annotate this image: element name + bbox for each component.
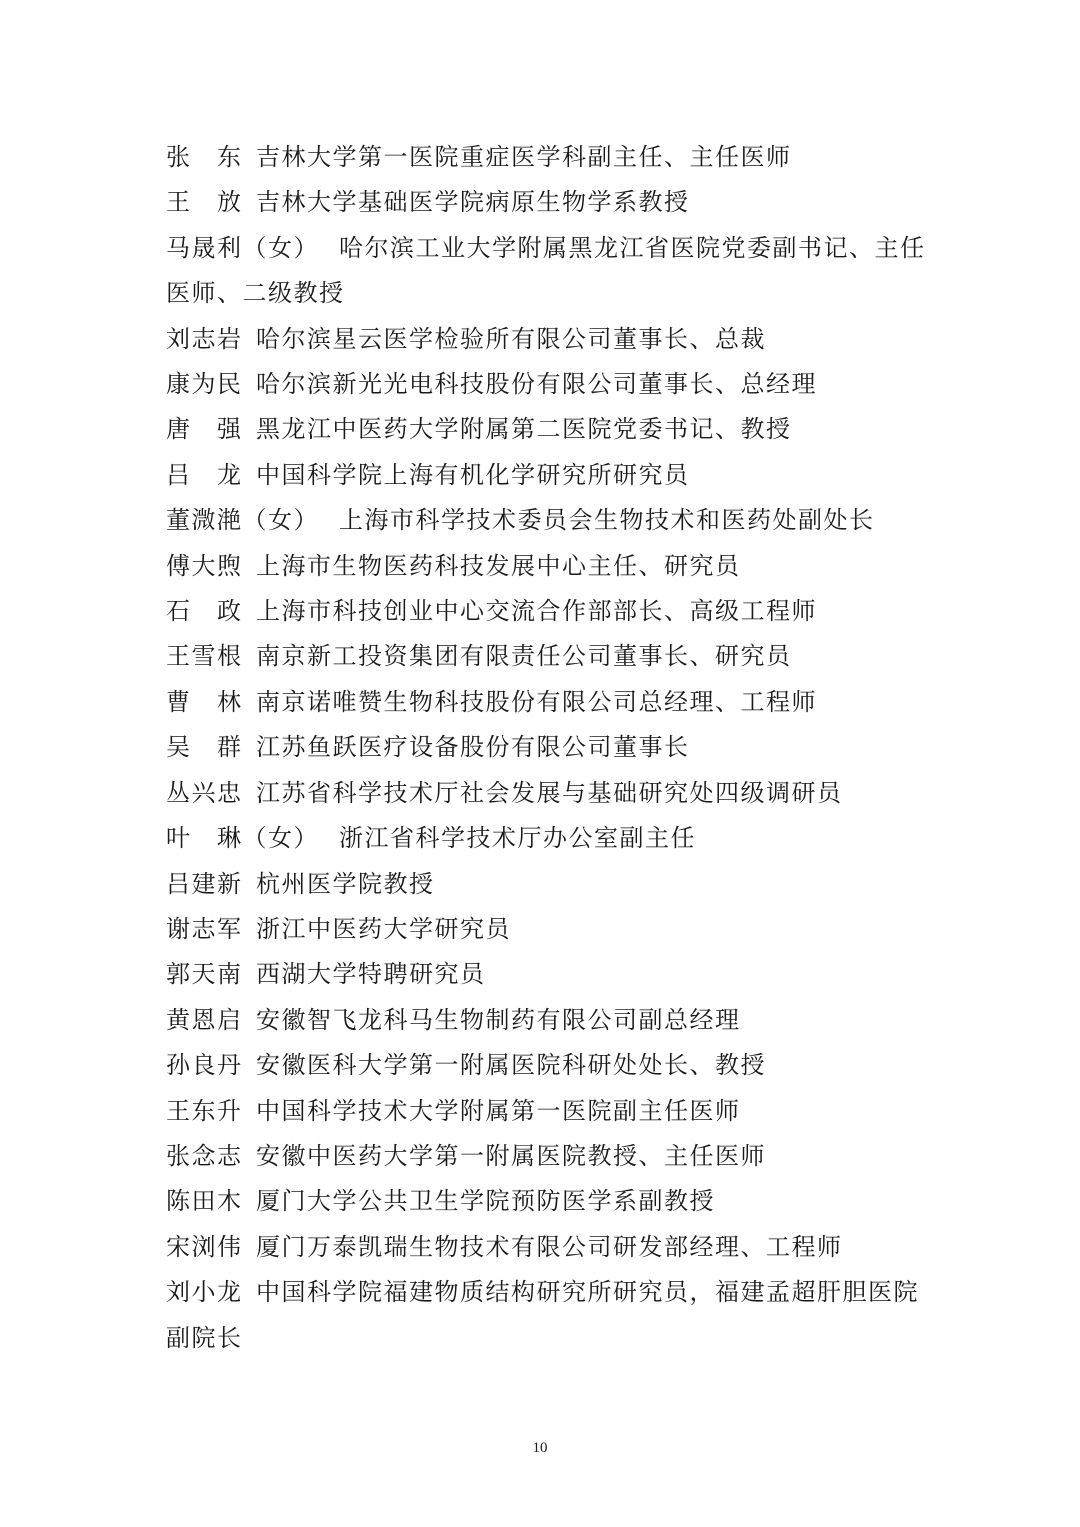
person-name: 董溦滟（女） [166, 506, 319, 535]
person-name: 吕 龙 [166, 460, 243, 489]
person-name: 王东升 [166, 1096, 243, 1125]
person-name: 郭天南 [166, 960, 243, 989]
person-title: 哈尔滨工业大学附属黑龙江省医院党委副书记、主任医师、二级教授 [166, 233, 926, 308]
person-name: 陈田木 [166, 1187, 243, 1216]
list-item [166, 907, 926, 952]
person-title: 中国科学技术大学附属第一医院副主任医师 [256, 1096, 741, 1125]
list-item [166, 180, 926, 225]
person-name: 刘小龙 [166, 1278, 243, 1307]
list-item [166, 1270, 926, 1361]
list-item [166, 407, 926, 452]
person-title: 安徽智飞龙科马生物制药有限公司副总经理 [256, 1005, 741, 1034]
list-item [166, 544, 926, 589]
list-item [166, 1179, 926, 1224]
list-item [166, 226, 926, 317]
list-item [166, 998, 926, 1043]
person-title: 上海市生物医药科技发展中心主任、研究员 [256, 551, 741, 580]
person-name: 王雪根 [166, 642, 243, 671]
list-item [166, 453, 926, 498]
person-name: 唐 强 [166, 415, 243, 444]
person-name: 叶 琳（女） [166, 824, 319, 853]
list-item [166, 317, 926, 362]
member-list [166, 135, 926, 1361]
person-title: 南京诺唯赞生物科技股份有限公司总经理、工程师 [256, 687, 817, 716]
list-item [166, 1043, 926, 1088]
person-title: 中国科学院上海有机化学研究所研究员 [256, 460, 690, 489]
person-name: 宋浏伟 [166, 1232, 243, 1261]
person-title: 安徽医科大学第一附属医院科研处处长、教授 [256, 1051, 766, 1080]
list-item [166, 135, 926, 180]
person-name: 黄恩启 [166, 1005, 243, 1034]
list-item [166, 771, 926, 816]
person-name: 傅大煦 [166, 551, 243, 580]
person-title: 吉林大学基础医学院病原生物学系教授 [256, 188, 690, 217]
person-name: 吴 群 [166, 733, 243, 762]
person-title: 浙江中医药大学研究员 [256, 914, 511, 943]
person-name: 曹 林 [166, 687, 243, 716]
person-name: 马晟利（女） [166, 233, 319, 262]
person-title: 上海市科技创业中心交流合作部部长、高级工程师 [256, 597, 817, 626]
list-item [166, 589, 926, 634]
person-name: 石 政 [166, 597, 243, 626]
person-name: 王 放 [166, 188, 243, 217]
list-item [166, 725, 926, 770]
list-item [166, 1089, 926, 1134]
person-name: 丛兴忠 [166, 778, 243, 807]
person-name: 张 东 [166, 143, 243, 171]
person-name: 孙良丹 [166, 1051, 243, 1080]
person-name: 康为民 [166, 370, 243, 399]
person-title: 黑龙江中医药大学附属第二医院党委书记、教授 [256, 415, 792, 444]
list-item [166, 680, 926, 725]
person-name: 吕建新 [166, 869, 243, 898]
list-item [166, 634, 926, 679]
person-title: 江苏鱼跃医疗设备股份有限公司董事长 [256, 733, 690, 762]
person-title: 安徽中医药大学第一附属医院教授、主任医师 [256, 1141, 766, 1170]
list-item [166, 1134, 926, 1179]
person-title: 哈尔滨星云医学检验所有限公司董事长、总裁 [256, 324, 766, 353]
person-title: 西湖大学特聘研究员 [256, 960, 486, 989]
person-title: 浙江省科学技术厅办公室副主任 [339, 824, 696, 853]
person-title: 江苏省科学技术厅社会发展与基础研究处四级调研员 [256, 778, 843, 807]
person-title: 杭州医学院教授 [256, 869, 435, 898]
person-title: 南京新工投资集团有限责任公司董事长、研究员 [256, 642, 792, 671]
person-title: 厦门万泰凯瑞生物技术有限公司研发部经理、工程师 [256, 1232, 843, 1261]
page-number: 10 [532, 1440, 548, 1456]
list-item [166, 498, 926, 543]
list-item [166, 952, 926, 997]
person-title: 厦门大学公共卫生学院预防医学系副教授 [256, 1187, 715, 1216]
list-item [166, 816, 926, 861]
list-item [166, 1225, 926, 1270]
person-title: 吉林大学第一医院重症医学科副主任、主任医师 [256, 143, 792, 171]
person-name: 谢志军 [166, 914, 243, 943]
person-title: 中国科学院福建物质结构研究所研究员，福建孟超肝胆医院副院长 [166, 1278, 919, 1352]
person-name: 刘志岩 [166, 324, 243, 353]
list-item [166, 862, 926, 907]
person-title: 哈尔滨新光光电科技股份有限公司董事长、总经理 [256, 370, 817, 399]
list-item [166, 362, 926, 407]
person-name: 张念志 [166, 1141, 243, 1170]
person-title: 上海市科学技术委员会生物技术和医药处副处长 [339, 506, 875, 535]
